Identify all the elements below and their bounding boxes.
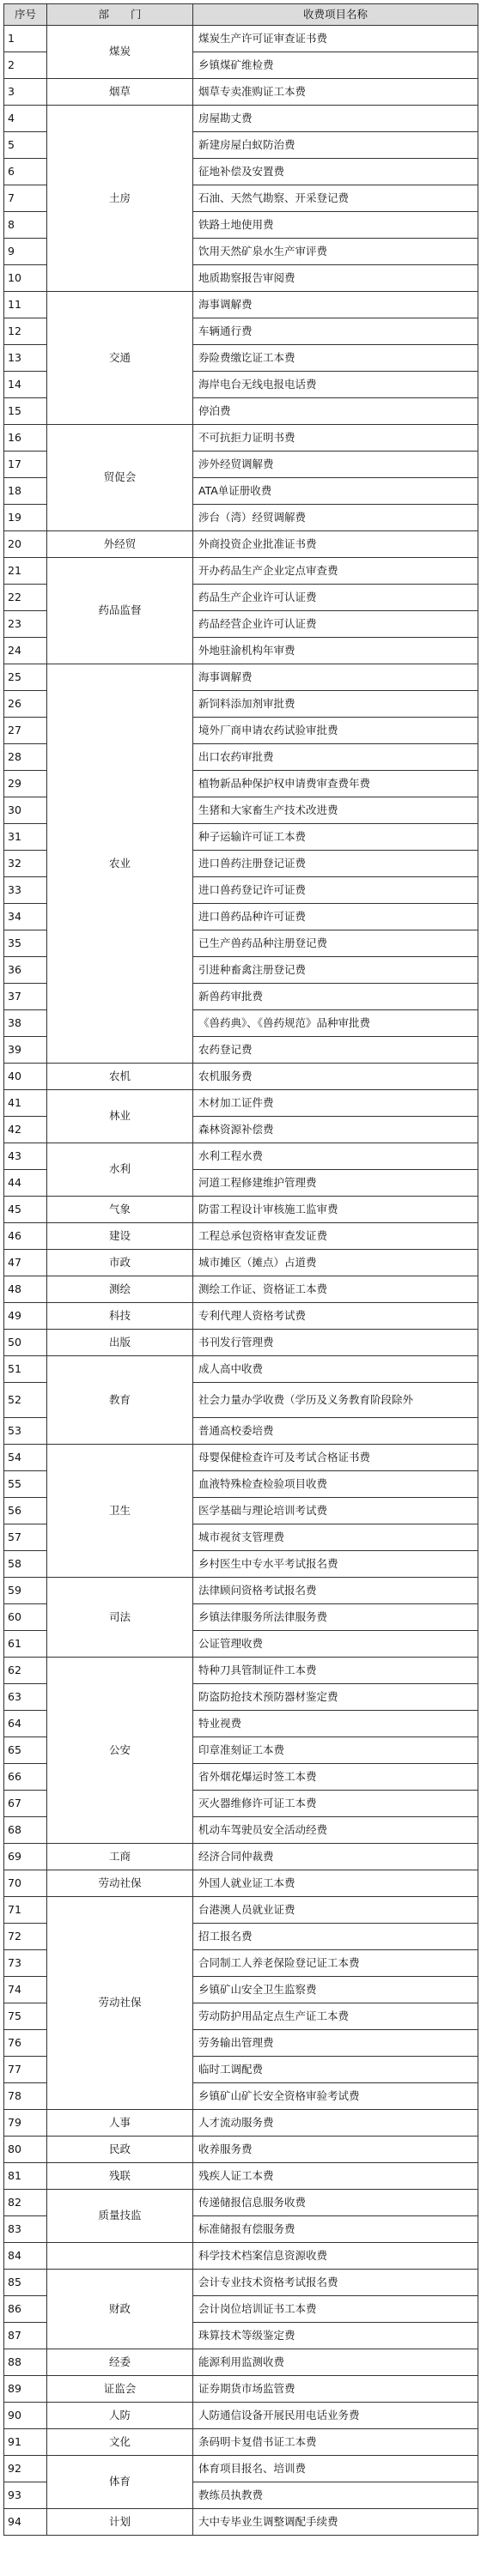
row-number: 79	[4, 2110, 47, 2137]
row-number: 29	[4, 771, 47, 797]
row-number: 77	[4, 2057, 47, 2083]
department-cell: 教育	[47, 1356, 193, 1445]
fee-item-name: 开办药品生产企业定点审查费	[193, 558, 478, 585]
row-number: 76	[4, 2030, 47, 2057]
fee-item-name: 《兽药典》、《兽药规范》品种审批费	[193, 1010, 478, 1037]
fee-item-name: 停泊费	[193, 398, 478, 425]
table-row	[4, 1303, 478, 1330]
row-number: 78	[4, 2083, 47, 2110]
fee-item-name: 普通高校委培费	[193, 1418, 478, 1445]
fee-item-name: 残疾人证工本费	[193, 2163, 478, 2190]
fee-item-name: 教练员执教费	[193, 2482, 478, 2509]
fee-item-name: 药品生产企业许可认证费	[193, 585, 478, 611]
row-number: 55	[4, 1471, 47, 1498]
fee-item-name: 防雷工程设计审核施工监审费	[193, 1197, 478, 1223]
department-cell: 公安	[47, 1658, 193, 1844]
fee-item-name: 会计专业技术资格考试报名费	[193, 2270, 478, 2296]
fee-item-name: 专利代理人资格考试费	[193, 1303, 478, 1330]
row-number: 22	[4, 585, 47, 611]
row-number: 28	[4, 744, 47, 771]
department-cell: 文化	[47, 2429, 193, 2456]
row-number: 69	[4, 1844, 47, 1870]
row-number: 38	[4, 1010, 47, 1037]
row-number: 1	[4, 26, 47, 52]
row-number: 10	[4, 265, 47, 292]
fee-item-name: 城市摊区（摊点）占道费	[193, 1250, 478, 1276]
department-cell: 民政	[47, 2137, 193, 2163]
fee-item-name: 海事调解费	[193, 664, 478, 691]
fee-item-name: 新兽药审批费	[193, 984, 478, 1010]
row-number: 25	[4, 664, 47, 691]
fee-item-name: 涉台（湾）经贸调解费	[193, 505, 478, 531]
row-number: 46	[4, 1223, 47, 1250]
fee-item-name: 铁路土地使用费	[193, 212, 478, 239]
department-cell: 人事	[47, 2110, 193, 2137]
fee-item-name: 台港澳人员就业证费	[193, 1897, 478, 1924]
row-number: 62	[4, 1658, 47, 1684]
fee-item-name: 外商投资企业批准证书费	[193, 531, 478, 558]
department-cell: 计划	[47, 2509, 193, 2536]
fee-item-name: 境外厂商申请农药试验审批费	[193, 718, 478, 744]
table-row	[4, 425, 478, 452]
row-number: 8	[4, 212, 47, 239]
fee-item-name: 药品经营企业许可认证费	[193, 611, 478, 638]
fee-table	[3, 3, 478, 2536]
fee-item-name: 新建房屋白蚁防治费	[193, 132, 478, 159]
department-cell: 残联	[47, 2163, 193, 2190]
fee-item-name: 珠算技术等级鉴定费	[193, 2323, 478, 2349]
fee-item-name: 经济合同仲裁费	[193, 1844, 478, 1870]
row-number: 39	[4, 1037, 47, 1064]
fee-item-name: 不可抗拒力证明书费	[193, 425, 478, 452]
fee-item-name: 种子运输许可证工本费	[193, 824, 478, 851]
fee-item-name: 印章准刻证工本费	[193, 1737, 478, 1764]
row-number: 16	[4, 425, 47, 452]
department-cell: 林业	[47, 1090, 193, 1143]
fee-item-name: 证券期货市场监管费	[193, 2376, 478, 2403]
fee-item-name: 木材加工证件费	[193, 1090, 478, 1117]
row-number: 41	[4, 1090, 47, 1117]
fee-item-name: 海事调解费	[193, 292, 478, 318]
row-number: 54	[4, 1445, 47, 1471]
row-number: 43	[4, 1143, 47, 1170]
table-row	[4, 2137, 478, 2163]
department-cell: 气象	[47, 1197, 193, 1223]
fee-item-name: 人防通信设备开展民用电话业务费	[193, 2403, 478, 2429]
table-row	[4, 79, 478, 106]
fee-item-name: 省外烟花爆运时签工本费	[193, 1764, 478, 1791]
fee-item-name: 医学基础与理论培训考试费	[193, 1498, 478, 1524]
fee-item-name: 书刊发行管理费	[193, 1330, 478, 1356]
row-number: 36	[4, 957, 47, 984]
department-cell: 药品监督	[47, 558, 193, 664]
fee-item-name: 临时工调配费	[193, 2057, 478, 2083]
fee-item-name: 科学技术档案信息资源收费	[193, 2243, 478, 2270]
row-number: 86	[4, 2296, 47, 2323]
row-number: 17	[4, 452, 47, 478]
row-number: 64	[4, 1711, 47, 1737]
fee-item-name: 生猪和大家畜生产技术改进费	[193, 797, 478, 824]
fee-item-name: 母婴保健检查许可及考试合格证书费	[193, 1445, 478, 1471]
row-number: 74	[4, 1977, 47, 2003]
row-number: 24	[4, 638, 47, 664]
row-number: 47	[4, 1250, 47, 1276]
department-cell: 卫生	[47, 1445, 193, 1578]
table-row	[4, 1578, 478, 1604]
row-number: 81	[4, 2163, 47, 2190]
table-row	[4, 1356, 478, 1383]
fee-item-name: 地质勘察报告审阅费	[193, 265, 478, 292]
fee-item-name: 合同制工人养老保险登记证工本费	[193, 1950, 478, 1977]
row-number: 59	[4, 1578, 47, 1604]
fee-item-name: 农机服务费	[193, 1064, 478, 1090]
table-row	[4, 1143, 478, 1170]
row-number: 82	[4, 2190, 47, 2216]
department-cell: 证监会	[47, 2376, 193, 2403]
fee-item-name: 劳动防护用品定点生产证工本费	[193, 2003, 478, 2030]
fee-item-name: 引进种畜禽注册登记费	[193, 957, 478, 984]
table-row	[4, 2429, 478, 2456]
row-number: 85	[4, 2270, 47, 2296]
row-number: 26	[4, 691, 47, 718]
department-cell: 烟草	[47, 79, 193, 106]
fee-item-name: 乡镇矿山矿长安全资格审验考试费	[193, 2083, 478, 2110]
row-number: 87	[4, 2323, 47, 2349]
row-number: 57	[4, 1524, 47, 1551]
department-cell: 人防	[47, 2403, 193, 2429]
row-number: 44	[4, 1170, 47, 1197]
row-number: 33	[4, 877, 47, 904]
department-cell: 劳动社保	[47, 1870, 193, 1897]
fee-item-name: 标准储报有偿服务费	[193, 2216, 478, 2243]
fee-item-name: 外地驻渝机构年审费	[193, 638, 478, 664]
fee-item-name: 灭火器维修许可证工本费	[193, 1791, 478, 1817]
fee-item-name: 券险费缴讫证工本费	[193, 345, 478, 372]
row-number: 27	[4, 718, 47, 744]
header-seq: 序号	[4, 4, 47, 26]
fee-item-name: 出口农药审批费	[193, 744, 478, 771]
table-row	[4, 1090, 478, 1117]
fee-item-name: 能源利用监测收费	[193, 2349, 478, 2376]
row-number: 67	[4, 1791, 47, 1817]
department-cell: 交通	[47, 292, 193, 425]
row-number: 48	[4, 1276, 47, 1303]
row-number: 40	[4, 1064, 47, 1090]
department-cell: 贸促会	[47, 425, 193, 531]
row-number: 19	[4, 505, 47, 531]
row-number: 75	[4, 2003, 47, 2030]
fee-item-name: 植物新品种保护权申请费审查费年费	[193, 771, 478, 797]
table-row	[4, 2403, 478, 2429]
row-number: 94	[4, 2509, 47, 2536]
row-number: 45	[4, 1197, 47, 1223]
header-row	[4, 4, 478, 26]
department-cell: 土房	[47, 106, 193, 292]
fee-item-name: 体育项目报名、培训费	[193, 2456, 478, 2482]
fee-item-name: 河道工程修建维护管理费	[193, 1170, 478, 1197]
row-number: 92	[4, 2456, 47, 2482]
table-row	[4, 1250, 478, 1276]
fee-item-name: 公证管理收费	[193, 1631, 478, 1658]
fee-item-name: 新饲料添加剂审批费	[193, 691, 478, 718]
row-number: 6	[4, 159, 47, 185]
table-row	[4, 558, 478, 585]
table-row	[4, 1870, 478, 1897]
row-number: 83	[4, 2216, 47, 2243]
table-row	[4, 2509, 478, 2536]
row-number: 5	[4, 132, 47, 159]
row-number: 4	[4, 106, 47, 132]
department-cell: 出版	[47, 1330, 193, 1356]
fee-item-name: 城市视贫支管理费	[193, 1524, 478, 1551]
row-number: 73	[4, 1950, 47, 1977]
row-number: 11	[4, 292, 47, 318]
fee-item-name: 石油、天然气勘察、开采登记费	[193, 185, 478, 212]
fee-item-name: 烟草专卖准购证工本费	[193, 79, 478, 106]
department-cell: 外经贸	[47, 531, 193, 558]
table-row	[4, 1276, 478, 1303]
department-cell: 财政	[47, 2270, 193, 2349]
table-row	[4, 106, 478, 132]
department-cell: 农业	[47, 664, 193, 1064]
table-row	[4, 2190, 478, 2216]
table-row	[4, 1064, 478, 1090]
fee-item-name: 进口兽药品种许可证费	[193, 904, 478, 930]
fee-item-name: 征地补偿及安置费	[193, 159, 478, 185]
department-cell: 煤炭	[47, 26, 193, 79]
row-number: 51	[4, 1356, 47, 1383]
fee-item-name: 测绘工作证、资格证工本费	[193, 1276, 478, 1303]
fee-item-name: 水利工程水费	[193, 1143, 478, 1170]
table-row	[4, 531, 478, 558]
department-cell: 测绘	[47, 1276, 193, 1303]
fee-item-name: 传递储报信息服务收费	[193, 2190, 478, 2216]
department-cell	[47, 2243, 193, 2270]
row-number: 70	[4, 1870, 47, 1897]
department-cell: 市政	[47, 1250, 193, 1276]
fee-item-name: 森林资源补偿费	[193, 1117, 478, 1143]
table-row	[4, 2243, 478, 2270]
row-number: 18	[4, 478, 47, 505]
department-cell: 科技	[47, 1303, 193, 1330]
row-number: 23	[4, 611, 47, 638]
row-number: 31	[4, 824, 47, 851]
fee-item-name: 进口兽药注册登记证费	[193, 851, 478, 877]
fee-item-name: 乡镇煤矿维检费	[193, 52, 478, 79]
row-number: 71	[4, 1897, 47, 1924]
row-number: 91	[4, 2429, 47, 2456]
row-number: 61	[4, 1631, 47, 1658]
fee-item-name: 乡村医生中专水平考试报名费	[193, 1551, 478, 1578]
department-cell: 经委	[47, 2349, 193, 2376]
fee-item-name: 特业视费	[193, 1711, 478, 1737]
row-number: 32	[4, 851, 47, 877]
row-number: 60	[4, 1604, 47, 1631]
row-number: 63	[4, 1684, 47, 1711]
fee-item-name: 收养服务费	[193, 2137, 478, 2163]
row-number: 58	[4, 1551, 47, 1578]
fee-item-name: 饮用天然矿泉水生产审评费	[193, 239, 478, 265]
table-row	[4, 2456, 478, 2482]
fee-item-name: 涉外经贸调解费	[193, 452, 478, 478]
fee-item-name: 招工报名费	[193, 1924, 478, 1950]
row-number: 35	[4, 930, 47, 957]
row-number: 14	[4, 372, 47, 398]
department-cell: 建设	[47, 1223, 193, 1250]
fee-item-name: 会计岗位培训证书工本费	[193, 2296, 478, 2323]
row-number: 15	[4, 398, 47, 425]
table-row	[4, 1223, 478, 1250]
fee-item-name: 外国人就业证工本费	[193, 1870, 478, 1897]
fee-item-name: 工程总承包资格审查发证费	[193, 1223, 478, 1250]
row-number: 42	[4, 1117, 47, 1143]
row-number: 34	[4, 904, 47, 930]
fee-item-name: 海岸电台无线电报电话费	[193, 372, 478, 398]
row-number: 56	[4, 1498, 47, 1524]
table-row	[4, 1330, 478, 1356]
row-number: 88	[4, 2349, 47, 2376]
fee-item-name: 农药登记费	[193, 1037, 478, 1064]
row-number: 50	[4, 1330, 47, 1356]
fee-item-name: 已生产兽药品种注册登记费	[193, 930, 478, 957]
fee-item-name: 社会力量办学收费（学历及义务教育阶段除外	[193, 1383, 478, 1418]
row-number: 89	[4, 2376, 47, 2403]
table-row	[4, 2270, 478, 2296]
fee-item-name: 乡镇矿山安全卫生监察费	[193, 1977, 478, 2003]
row-number: 3	[4, 79, 47, 106]
fee-item-name: 人才流动服务费	[193, 2110, 478, 2137]
fee-item-name: ATA单证册收费	[193, 478, 478, 505]
department-cell: 劳动社保	[47, 1897, 193, 2110]
row-number: 66	[4, 1764, 47, 1791]
row-number: 21	[4, 558, 47, 585]
fee-item-name: 大中专毕业生调整调配手续费	[193, 2509, 478, 2536]
row-number: 65	[4, 1737, 47, 1764]
row-number: 49	[4, 1303, 47, 1330]
department-cell: 农机	[47, 1064, 193, 1090]
table-row	[4, 1197, 478, 1223]
fee-item-name: 乡镇法律服务所法律服务费	[193, 1604, 478, 1631]
fee-item-name: 成人高中收费	[193, 1356, 478, 1383]
fee-item-name: 车辆通行费	[193, 318, 478, 345]
row-number: 72	[4, 1924, 47, 1950]
fee-item-name: 煤炭生产许可证审查证书费	[193, 26, 478, 52]
table-row	[4, 2349, 478, 2376]
fee-item-name: 防盗防抢技术预防器材鉴定费	[193, 1684, 478, 1711]
row-number: 90	[4, 2403, 47, 2429]
row-number: 84	[4, 2243, 47, 2270]
table-row	[4, 1445, 478, 1471]
table-row	[4, 1897, 478, 1924]
fee-item-name: 进口兽药登记许可证费	[193, 877, 478, 904]
fee-item-name: 劳务输出管理费	[193, 2030, 478, 2057]
row-number: 12	[4, 318, 47, 345]
row-number: 93	[4, 2482, 47, 2509]
fee-item-name: 法律顾问资格考试报名费	[193, 1578, 478, 1604]
fee-item-name: 条码明卡复借书证工本费	[193, 2429, 478, 2456]
fee-item-name: 特种刀具管制证件工本费	[193, 1658, 478, 1684]
fee-item-name: 血液特殊检查检验项目收费	[193, 1471, 478, 1498]
header-department: 部 门	[47, 4, 193, 26]
table-row	[4, 2376, 478, 2403]
table-row	[4, 2110, 478, 2137]
row-number: 2	[4, 52, 47, 79]
row-number: 20	[4, 531, 47, 558]
row-number: 7	[4, 185, 47, 212]
row-number: 68	[4, 1817, 47, 1844]
row-number: 37	[4, 984, 47, 1010]
table-row	[4, 664, 478, 691]
row-number: 30	[4, 797, 47, 824]
row-number: 13	[4, 345, 47, 372]
row-number: 80	[4, 2137, 47, 2163]
table-row	[4, 1844, 478, 1870]
row-number: 9	[4, 239, 47, 265]
row-number: 53	[4, 1418, 47, 1445]
department-cell: 质量技监	[47, 2190, 193, 2243]
table-row	[4, 1658, 478, 1684]
department-cell: 司法	[47, 1578, 193, 1658]
department-cell: 工商	[47, 1844, 193, 1870]
fee-item-name: 房屋勘丈费	[193, 106, 478, 132]
header-item: 收费项目名称	[193, 4, 478, 26]
row-number: 52	[4, 1383, 47, 1418]
fee-item-name: 机动车驾驶员安全活动经费	[193, 1817, 478, 1844]
table-row	[4, 292, 478, 318]
department-cell: 水利	[47, 1143, 193, 1197]
table-row	[4, 2163, 478, 2190]
table-row	[4, 26, 478, 52]
table-body	[4, 26, 478, 2536]
department-cell: 体育	[47, 2456, 193, 2509]
